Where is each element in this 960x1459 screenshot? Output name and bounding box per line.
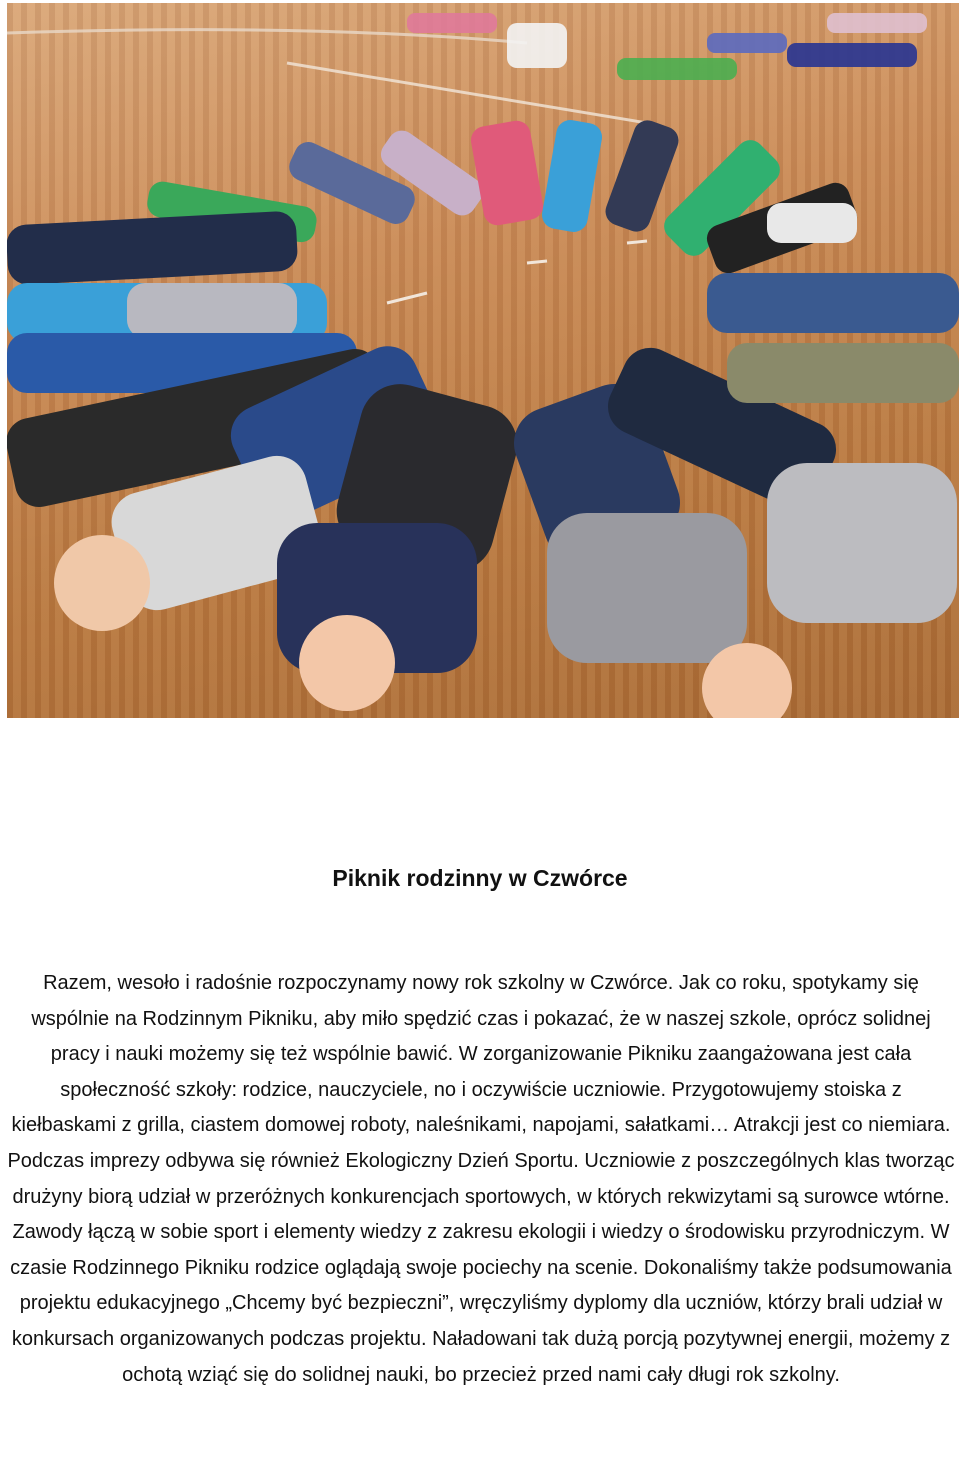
children-lying-in-circle-photo (7, 3, 959, 718)
article-paragraph: Razem, wesoło i radośnie rozpoczynamy nowy rok szkolny w Czwórce. Jak co roku, spotykamy się wspólnie na Rodzinnym Pikniku, aby miło spędzić czas i pokazać, że w naszej szkole, oprócz solidnej pracy i nauki możemy się też wspólnie bawić. W zorganizowanie Pikniku zaangażowana jest cała społeczność szkoły: rodzice, nauczyciele, no i oczywiście uczniowie. Przygotowujemy stoiska z kiełbaskami z grilla, ciastem domowej roboty, naleśnikami, napojami, sałatkami… Atrakcji jest co niemiara. Podczas imprezy odbywa się również Ekologiczny Dzień Sportu. Uczniowie z poszczególnych klas tworząc drużyny biorą udział w przeróżnych konkurencjach sportowych, w których rekwizytami są surowce wtórne. Zawody łączą w sobie sport i elementy wiedzy z zakresu ekologii i wiedzy o środowisku przyrodniczym. W czasie Rodzinnego Pikniku rodzice oglądają swoje pociechy na scenie. Dokonaliśmy także podsumowania projektu edukacyjnego „Chcemy być bezpieczni”, wręczyliśmy dyplomy dla uczniów, którzy brali udział w konkursach organizowanych podczas projektu. Naładowani tak dużą porcją pozytywnej energii, możemy z ochotą wziąć się do solidnej nauki, bo przecież przed nami cały długi rok szkolny. (7, 972, 955, 1386)
photo-illustration (7, 3, 959, 718)
article-title: Piknik rodzinny w Czwórce (332, 865, 628, 892)
